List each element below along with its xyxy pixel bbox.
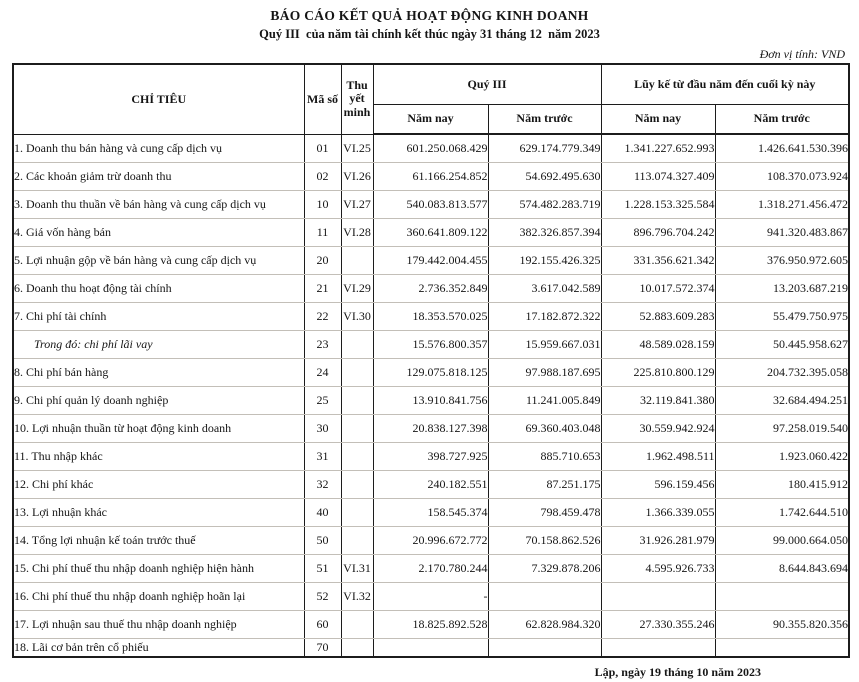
table-row [13,414,849,442]
row-quarter-nam-truoc [488,582,601,610]
row-quarter-nam-nay: 61.166.254.852 [373,162,488,190]
row-quarter-nam-truoc: 54.692.495.630 [488,162,601,190]
row-quarter-nam-truoc: 382.326.857.394 [488,218,601,246]
row-label: 9. Chi phí quản lý doanh nghiệp [13,386,304,414]
row-note: VI.28 [341,218,373,246]
row-code: 20 [304,246,341,274]
col-header-ytd-nam-nay: Năm nay [601,104,715,134]
row-code: 30 [304,414,341,442]
table-row [13,330,849,358]
row-quarter-nam-truoc: 70.158.862.526 [488,526,601,554]
report-date-line: Lập, ngày 19 tháng 10 năm 2023 [594,665,761,679]
table-row [13,470,849,498]
row-label: 4. Giá vốn hàng bán [13,218,304,246]
row-code: 51 [304,554,341,582]
row-ytd-nam-nay [601,638,715,657]
row-label: 17. Lợi nhuận sau thuế thu nhập doanh nghiệp [13,610,304,638]
row-ytd-nam-truoc [715,582,849,610]
table-row [13,218,849,246]
table-row [13,358,849,386]
row-ytd-nam-nay: 10.017.572.374 [601,274,715,302]
row-ytd-nam-truoc: 13.203.687.219 [715,274,849,302]
row-ytd-nam-truoc: 941.320.483.867 [715,218,849,246]
table-header [13,64,849,134]
col-header-quarter-nam-nay: Năm nay [373,104,488,134]
row-code: 50 [304,526,341,554]
row-label: 15. Chi phí thuế thu nhập doanh nghiệp hiện hành [13,554,304,582]
row-note [341,526,373,554]
row-code: 31 [304,442,341,470]
row-ytd-nam-nay: 225.810.800.129 [601,358,715,386]
unit-note: Đơn vị tính: VND [759,47,845,61]
row-ytd-nam-truoc: 50.445.958.627 [715,330,849,358]
row-ytd-nam-nay: 4.595.926.733 [601,554,715,582]
row-quarter-nam-nay: 179.442.004.455 [373,246,488,274]
table-row [13,190,849,218]
row-ytd-nam-truoc: 204.732.395.058 [715,358,849,386]
row-ytd-nam-truoc: 376.950.972.605 [715,246,849,274]
row-ytd-nam-truoc: 32.684.494.251 [715,386,849,414]
row-code: 23 [304,330,341,358]
row-quarter-nam-truoc: 62.828.984.320 [488,610,601,638]
row-ytd-nam-nay: 31.926.281.979 [601,526,715,554]
row-note [341,358,373,386]
row-code: 22 [304,302,341,330]
table-row [13,162,849,190]
row-label: Trong đó: chi phí lãi vay [13,330,304,358]
row-note: VI.31 [341,554,373,582]
table-row [13,386,849,414]
table-row [13,442,849,470]
row-quarter-nam-truoc: 574.482.283.719 [488,190,601,218]
row-ytd-nam-truoc: 1.923.060.422 [715,442,849,470]
col-header-ma-so: Mã số [304,64,341,134]
row-ytd-nam-truoc: 55.479.750.975 [715,302,849,330]
row-ytd-nam-truoc: 8.644.843.694 [715,554,849,582]
row-note: VI.29 [341,274,373,302]
row-quarter-nam-nay [373,638,488,657]
row-note [341,442,373,470]
row-note [341,386,373,414]
row-ytd-nam-nay: 1.366.339.055 [601,498,715,526]
row-note [341,638,373,657]
row-note [341,414,373,442]
table-row [13,134,849,162]
row-quarter-nam-nay: - [373,582,488,610]
row-ytd-nam-nay: 48.589.028.159 [601,330,715,358]
row-code: 25 [304,386,341,414]
row-ytd-nam-truoc: 1.426.641.530.396 [715,134,849,162]
row-ytd-nam-truoc: 90.355.820.356 [715,610,849,638]
row-ytd-nam-truoc: 1.318.271.456.472 [715,190,849,218]
row-note [341,470,373,498]
row-quarter-nam-nay: 2.170.780.244 [373,554,488,582]
row-label: 3. Doanh thu thuần về bán hàng và cung cấp dịch vụ [13,190,304,218]
col-header-quarter-nam-truoc: Năm trước [488,104,601,134]
table-row [13,582,849,610]
row-ytd-nam-truoc: 97.258.019.540 [715,414,849,442]
row-quarter-nam-nay: 15.576.800.357 [373,330,488,358]
row-quarter-nam-truoc: 629.174.779.349 [488,134,601,162]
row-note: VI.30 [341,302,373,330]
col-header-chi-tieu: CHỈ TIÊU [13,64,304,134]
row-code: 11 [304,218,341,246]
row-note [341,330,373,358]
row-code: 52 [304,582,341,610]
row-quarter-nam-nay: 540.083.813.577 [373,190,488,218]
row-code: 60 [304,610,341,638]
row-label: 11. Thu nhập khác [13,442,304,470]
row-ytd-nam-nay: 1.228.153.325.584 [601,190,715,218]
row-ytd-nam-nay: 30.559.942.924 [601,414,715,442]
table-row [13,246,849,274]
row-ytd-nam-nay: 32.119.841.380 [601,386,715,414]
col-group-luy-ke: Lũy kế từ đầu năm đến cuối kỳ này [601,64,849,104]
table-row [13,274,849,302]
row-note: VI.26 [341,162,373,190]
row-code: 02 [304,162,341,190]
row-label: 2. Các khoản giảm trừ doanh thu [13,162,304,190]
row-label: 13. Lợi nhuận khác [13,498,304,526]
row-code: 70 [304,638,341,657]
row-ytd-nam-truoc: 1.742.644.510 [715,498,849,526]
table-row [13,554,849,582]
row-quarter-nam-nay: 129.075.818.125 [373,358,488,386]
row-quarter-nam-nay: 240.182.551 [373,470,488,498]
report-title: BÁO CÁO KẾT QUẢ HOẠT ĐỘNG KINH DOANH [270,8,589,23]
row-label: 7. Chi phí tài chính [13,302,304,330]
row-quarter-nam-nay: 13.910.841.756 [373,386,488,414]
report-table-body [13,134,849,657]
row-ytd-nam-nay: 331.356.621.342 [601,246,715,274]
row-quarter-nam-truoc [488,638,601,657]
row-ytd-nam-nay: 27.330.355.246 [601,610,715,638]
row-quarter-nam-truoc: 97.988.187.695 [488,358,601,386]
row-ytd-nam-nay: 596.159.456 [601,470,715,498]
income-statement-table [12,63,850,658]
row-code: 32 [304,470,341,498]
row-label: 12. Chi phí khác [13,470,304,498]
row-quarter-nam-nay: 18.825.892.528 [373,610,488,638]
row-quarter-nam-nay: 601.250.068.429 [373,134,488,162]
row-ytd-nam-nay: 896.796.704.242 [601,218,715,246]
row-note: VI.25 [341,134,373,162]
row-label: 14. Tổng lợi nhuận kế toán trước thuế [13,526,304,554]
row-label: 5. Lợi nhuận gộp về bán hàng và cung cấp dịch vụ [13,246,304,274]
row-label: 1. Doanh thu bán hàng và cung cấp dịch vụ [13,134,304,162]
row-quarter-nam-truoc: 3.617.042.589 [488,274,601,302]
row-quarter-nam-nay: 18.353.570.025 [373,302,488,330]
row-code: 24 [304,358,341,386]
table-row [13,638,849,657]
table-row [13,302,849,330]
row-code: 21 [304,274,341,302]
row-quarter-nam-nay: 20.996.672.772 [373,526,488,554]
row-ytd-nam-nay: 1.962.498.511 [601,442,715,470]
row-label: 8. Chi phí bán hàng [13,358,304,386]
row-quarter-nam-truoc: 11.241.005.849 [488,386,601,414]
col-header-thuyet-minh: Thuyết minh [341,64,373,134]
row-code: 01 [304,134,341,162]
row-label: 18. Lãi cơ bản trên cổ phiếu [13,638,304,657]
row-code: 10 [304,190,341,218]
row-label: 16. Chi phí thuế thu nhập doanh nghiệp hoãn lại [13,582,304,610]
row-ytd-nam-nay [601,582,715,610]
row-quarter-nam-truoc: 885.710.653 [488,442,601,470]
row-quarter-nam-nay: 2.736.352.849 [373,274,488,302]
row-ytd-nam-truoc: 99.000.664.050 [715,526,849,554]
row-quarter-nam-truoc: 87.251.175 [488,470,601,498]
row-code: 40 [304,498,341,526]
row-quarter-nam-truoc: 15.959.667.031 [488,330,601,358]
row-ytd-nam-truoc: 180.415.912 [715,470,849,498]
row-quarter-nam-nay: 20.838.127.398 [373,414,488,442]
row-label: 10. Lợi nhuận thuần từ hoạt động kinh doanh [13,414,304,442]
row-ytd-nam-truoc: 108.370.073.924 [715,162,849,190]
row-ytd-nam-nay: 1.341.227.652.993 [601,134,715,162]
row-ytd-nam-nay: 113.074.327.409 [601,162,715,190]
row-quarter-nam-nay: 398.727.925 [373,442,488,470]
row-ytd-nam-nay: 52.883.609.283 [601,302,715,330]
row-quarter-nam-truoc: 192.155.426.325 [488,246,601,274]
table-row [13,498,849,526]
row-note: VI.32 [341,582,373,610]
row-note [341,246,373,274]
row-quarter-nam-truoc: 7.329.878.206 [488,554,601,582]
row-quarter-nam-nay: 360.641.809.122 [373,218,488,246]
row-note: VI.27 [341,190,373,218]
row-quarter-nam-truoc: 69.360.403.048 [488,414,601,442]
report-subtitle: Quý III của năm tài chính kết thúc ngày 31 tháng 12 năm 2023 [259,27,600,41]
table-row [13,610,849,638]
row-note [341,498,373,526]
row-quarter-nam-truoc: 17.182.872.322 [488,302,601,330]
row-note [341,610,373,638]
table-row [13,526,849,554]
col-header-ytd-nam-truoc: Năm trước [715,104,849,134]
row-ytd-nam-truoc [715,638,849,657]
row-quarter-nam-truoc: 798.459.478 [488,498,601,526]
col-group-quy-iii: Quý III [373,64,601,104]
row-label: 6. Doanh thu hoạt động tài chính [13,274,304,302]
row-quarter-nam-nay: 158.545.374 [373,498,488,526]
